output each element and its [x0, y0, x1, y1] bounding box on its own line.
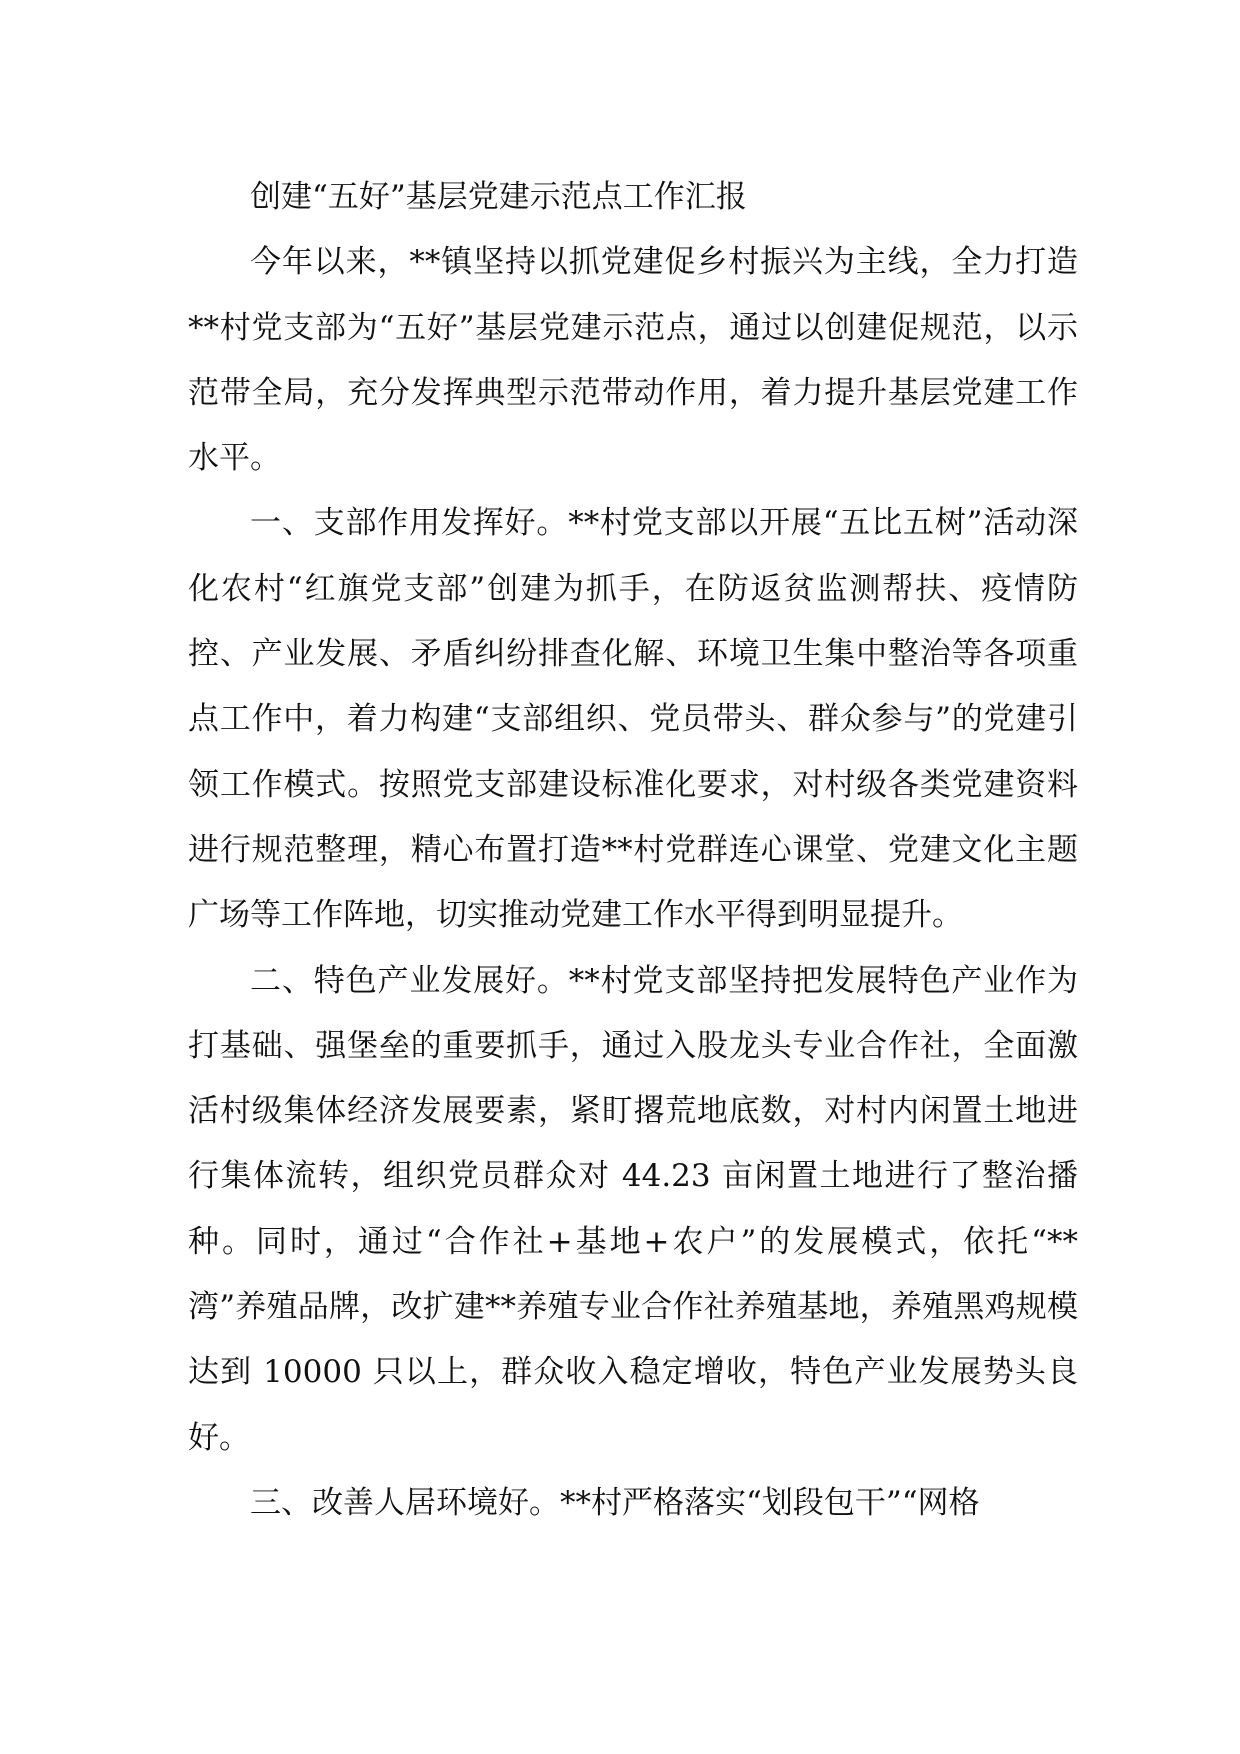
- paragraph-intro: 今年以来，**镇坚持以抓党建促乡村振兴为主线，全力打造**村党支部为“五好”基层党建示范点，通过以创建促规范，以示范带全局，充分发挥典型示范带动作用，着力提升基层党建工作水平。: [188, 244, 1078, 477]
- document-title: 创建“五好”基层党建示范点工作汇报: [250, 179, 747, 215]
- paragraph-section-2: 二、特色产业发展好。**村党支部坚持把发展特色产业作为打基础、强堡垒的重要抓手，通过入股龙头专业合作社，全面激活村级集体经济发展要素，紧盯撂荒地底数，对村内闲置土地进行集体流转，组织党员群众对 44.23 亩闲置土地进行了整治播种。同时，通过“合作社+基地+农户”的发展模式，依托“**湾”养殖品牌，改扩建**养殖专业合作社养殖基地，养殖黑鸡规模达到 10000 只以上，群众收入稳定增收，特色产业发展势头良好。: [188, 962, 1078, 1456]
- paragraph-section-3: 三、改善人居环境好。**村严格落实“划段包干”“网格: [250, 1484, 980, 1521]
- paragraph-section-1: 一、支部作用发挥好。**村党支部以开展“五比五树”活动深化农村“红旗党支部”创建为抓手，在防返贫监测帮扶、疫情防控、产业发展、矛盾纠纷排查化解、环境卫生集中整治等各项重点工作中，着力构建“支部组织、党员带头、群众参与”的党建引领工作模式。按照党支部建设标准化要求，对村级各类党建资料进行规范整理，精心布置打造**村党群连心课堂、党建文化主题广场等工作阵地，切实推动党建工作水平得到明显提升。: [188, 505, 1078, 934]
- document-body: [188, 165, 1078, 1536]
